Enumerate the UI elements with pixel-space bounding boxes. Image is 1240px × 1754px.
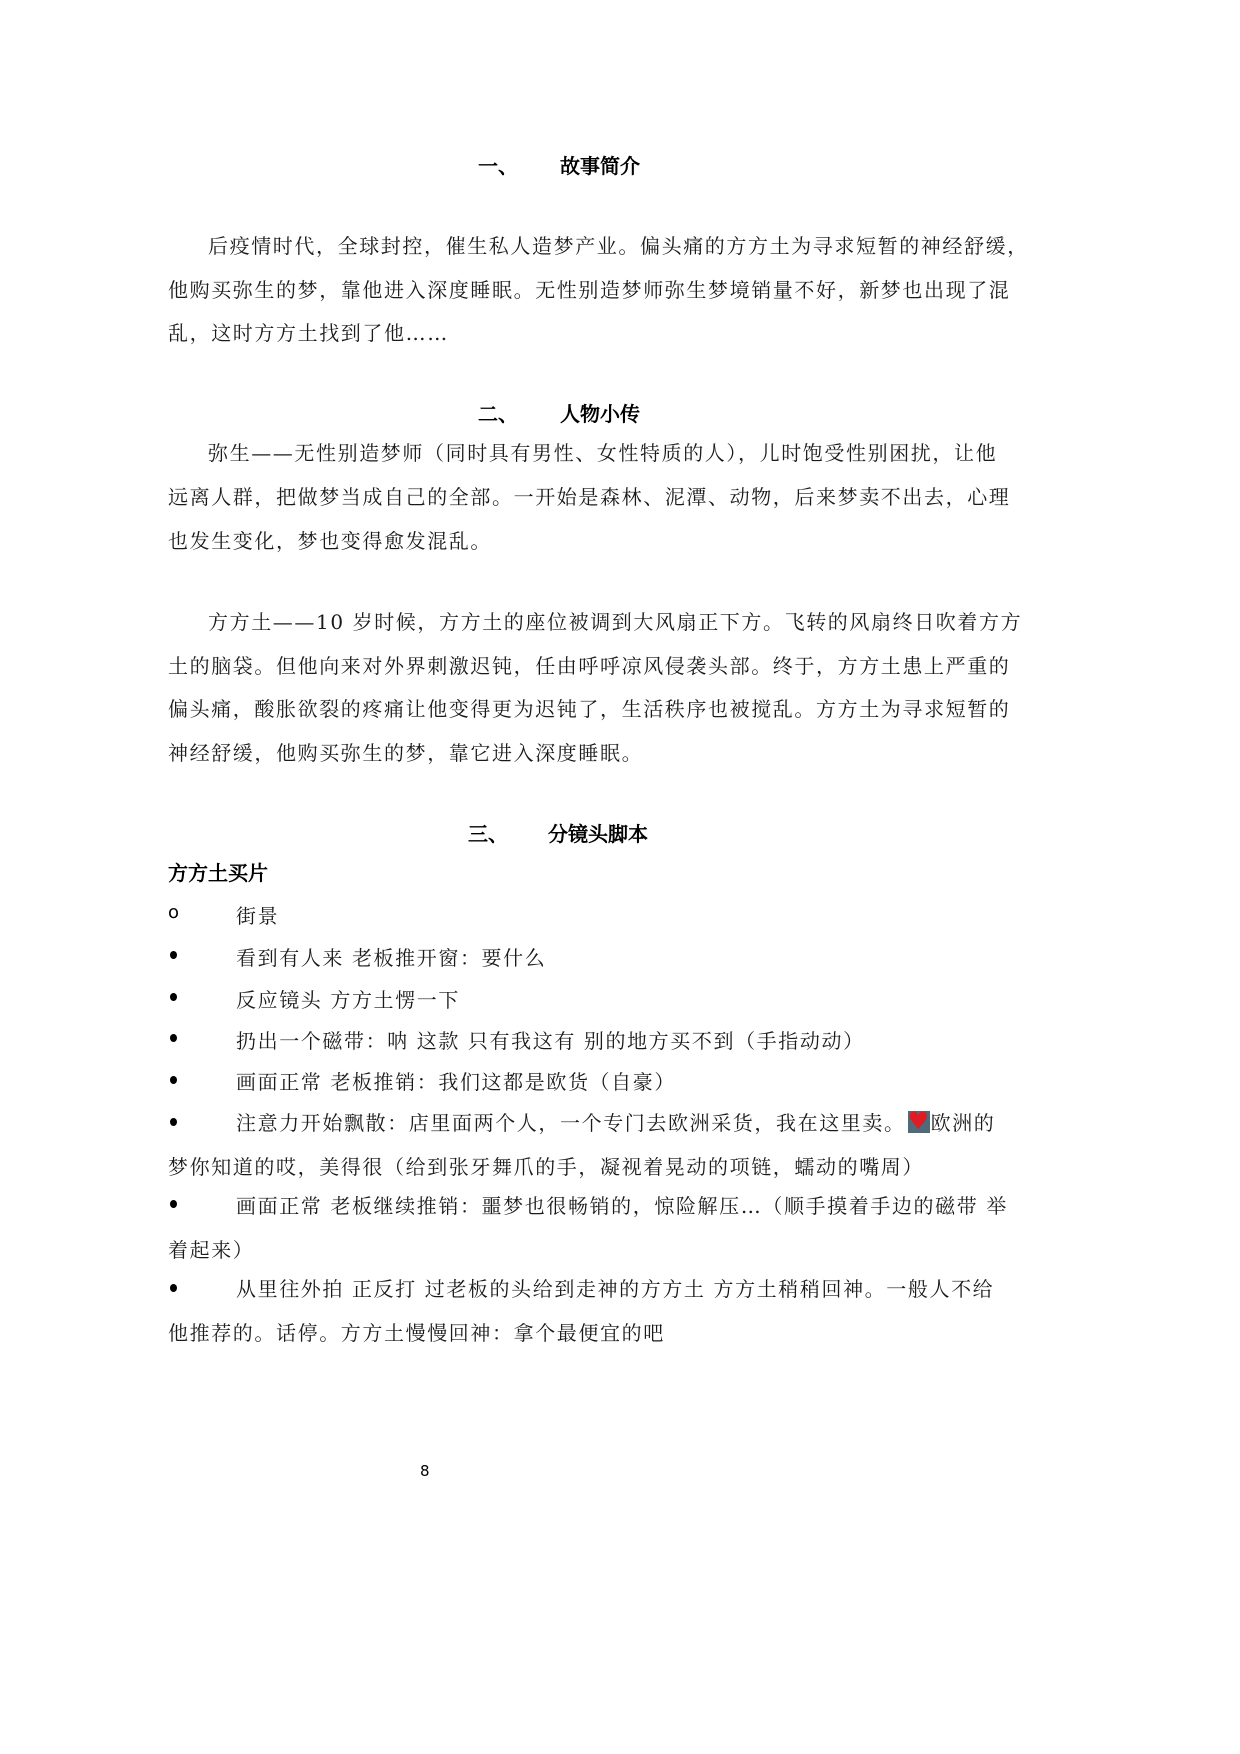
bullet-icon bbox=[170, 1076, 177, 1084]
shot-line: 反应镜头 方方土愣一下 bbox=[236, 988, 460, 1012]
scene-label: 街景 bbox=[236, 904, 280, 928]
shot-line: 画面正常 老板推销：我们这都是欧货（自豪） bbox=[236, 1070, 676, 1094]
paragraph-line: 他购买弥生的梦，靠他进入深度睡眠。无性别造梦师弥生梦境销量不好，新梦也出现了混 bbox=[168, 278, 1011, 302]
heart-emoji-icon bbox=[908, 1111, 930, 1133]
section-number: 二、 bbox=[478, 402, 518, 426]
section-heading-2 bbox=[478, 398, 640, 427]
paragraph-line: 土的脑袋。但他向来对外界刺激迟钝，任由呼呼凉风侵袭头部。终于，方方土患上严重的 bbox=[168, 654, 1011, 678]
bullet-icon bbox=[170, 951, 177, 959]
paragraph-line: 弥生——无性别造梦师（同时具有男性、女性特质的人），儿时饱受性别困扰，让他 bbox=[208, 441, 998, 465]
shot-line: 画面正常 老板继续推销：噩梦也很畅销的，惊险解压…（顺手摸着手边的磁带 举 bbox=[236, 1194, 1008, 1218]
section-heading-1 bbox=[478, 150, 640, 179]
shot-line bbox=[236, 1107, 995, 1136]
paragraph-line: 神经舒缓，他购买弥生的梦，靠它进入深度睡眠。 bbox=[168, 741, 644, 765]
bullet-icon bbox=[170, 1284, 177, 1292]
shot-text: 欧洲的 bbox=[930, 1111, 996, 1135]
shot-line: 扔出一个磁带：呐 这款 只有我这有 别的地方买不到（手指动动） bbox=[236, 1029, 865, 1053]
bullet-icon bbox=[170, 993, 177, 1001]
paragraph-line: 远离人群，把做梦当成自己的全部。一开始是森林、泥潭、动物，后来梦卖不出去，心理 bbox=[168, 485, 1011, 509]
bullet-icon bbox=[170, 1034, 177, 1042]
page-number: 8 bbox=[420, 1462, 430, 1480]
scene-subheading: 方方土买片 bbox=[168, 861, 268, 885]
shot-line: 着起来） bbox=[168, 1238, 255, 1262]
section-title: 分镜头脚本 bbox=[548, 822, 648, 846]
section-title: 人物小传 bbox=[560, 402, 640, 426]
paragraph-line: 偏头痛，酸胀欲裂的疼痛让他变得更为迟钝了，生活秩序也被搅乱。方方土为寻求短暂的 bbox=[168, 697, 1011, 721]
shot-line: 梦你知道的哎，美得很（给到张牙舞爪的手，凝视着晃动的项链，蠕动的嘴周） bbox=[168, 1155, 924, 1179]
paragraph-line: 后疫情时代，全球封控，催生私人造梦产业。偏头痛的方方土为寻求短暂的神经舒缓， bbox=[208, 234, 1029, 258]
paragraph-line: 方方土——10 岁时候，方方土的座位被调到大风扇正下方。飞转的风扇终日吹着方方 bbox=[208, 610, 1023, 634]
section-number: 三、 bbox=[468, 822, 508, 846]
shot-line: 看到有人来 老板推开窗：要什么 bbox=[236, 946, 547, 970]
bullet-icon bbox=[170, 1200, 177, 1208]
section-heading-3 bbox=[468, 818, 648, 847]
section-number: 一、 bbox=[478, 154, 518, 178]
section-title: 故事简介 bbox=[560, 154, 640, 178]
shot-text: 注意力开始飘散：店里面两个人，一个专门去欧洲采货，我在这里卖。 bbox=[236, 1111, 906, 1135]
scene-marker: o bbox=[168, 902, 180, 923]
shot-line: 他推荐的。话停。方方土慢慢回神：拿个最便宜的吧 bbox=[168, 1321, 665, 1345]
paragraph-line: 也发生变化，梦也变得愈发混乱。 bbox=[168, 529, 492, 553]
bullet-icon bbox=[170, 1118, 177, 1126]
paragraph-line: 乱，这时方方土找到了他…… bbox=[168, 321, 449, 345]
shot-line: 从里往外拍 正反打 过老板的头给到走神的方方土 方方土稍稍回神。一般人不给 bbox=[236, 1277, 995, 1301]
